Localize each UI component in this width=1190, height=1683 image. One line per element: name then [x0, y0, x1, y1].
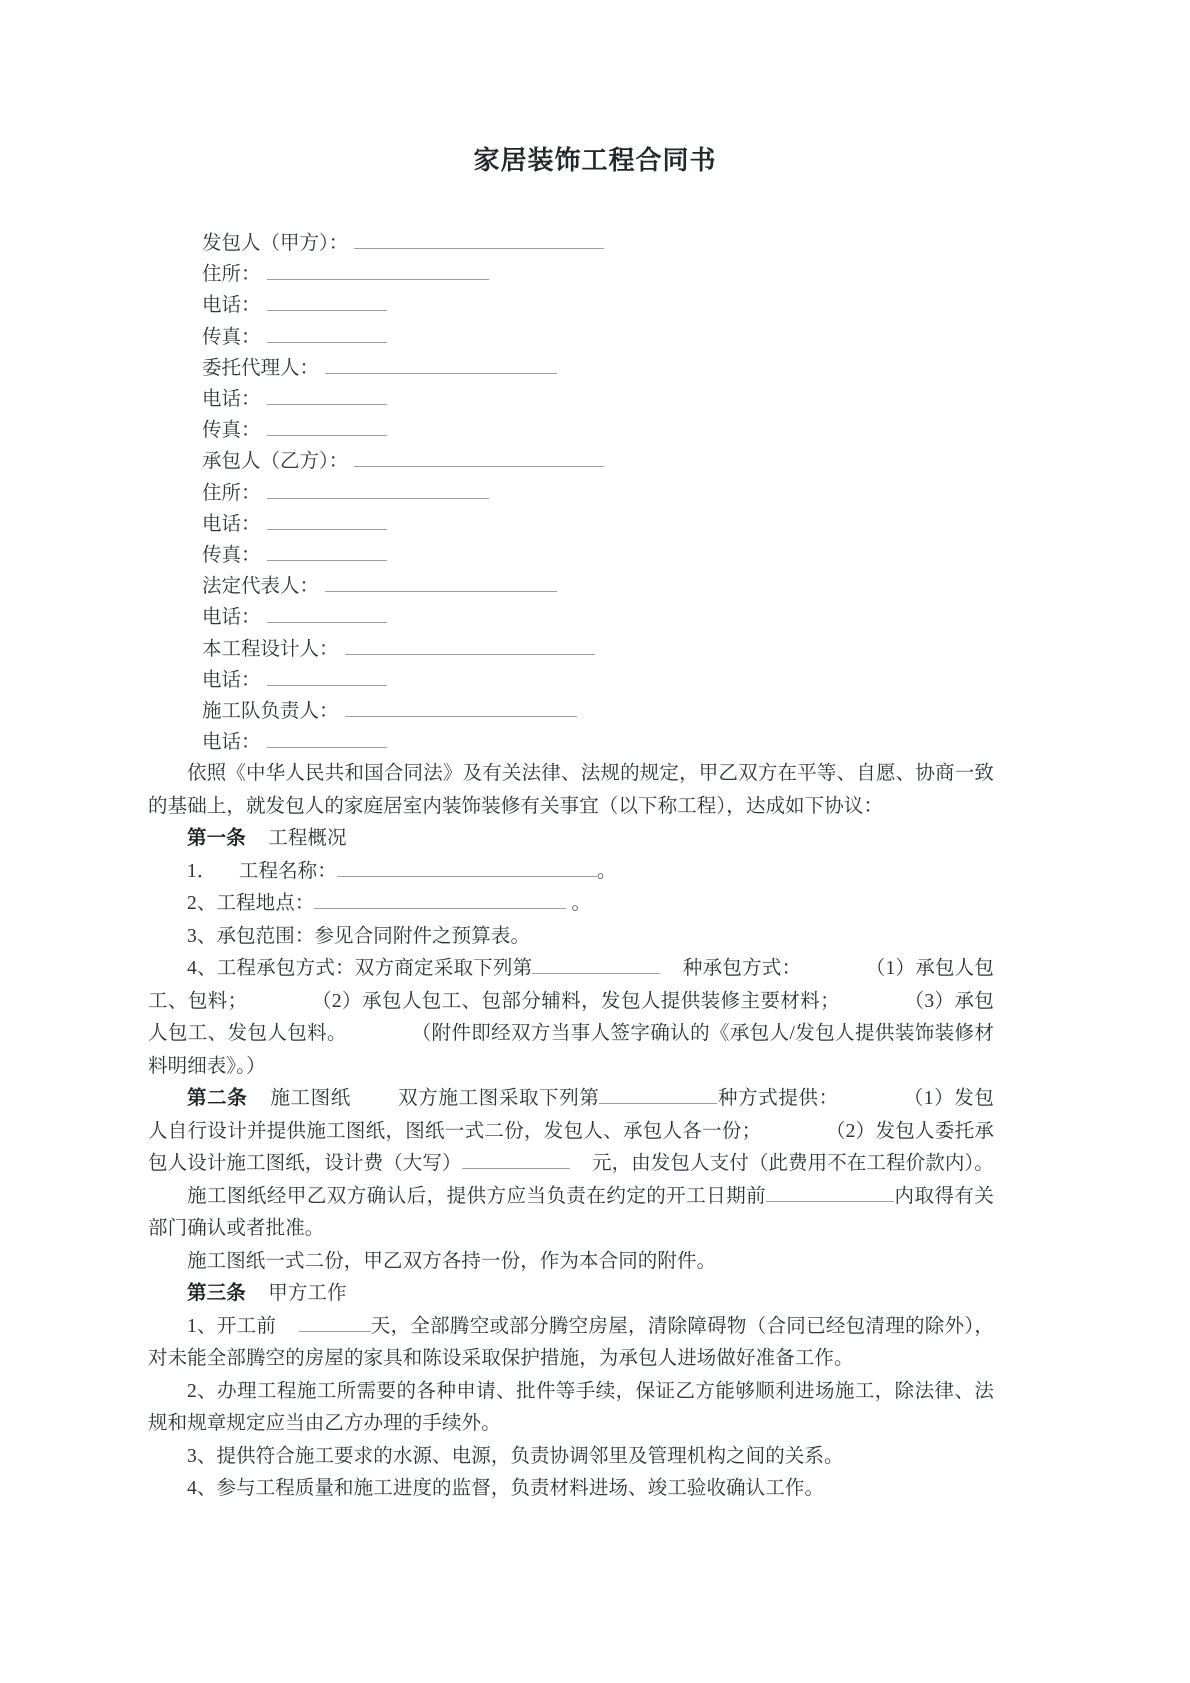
field-row-电话-代理人 [202, 384, 994, 415]
section-3-number: 第三条 [187, 1283, 246, 1305]
blank-设计费大写[interactable] [462, 1150, 570, 1170]
blank-开工前天数[interactable] [299, 1312, 371, 1332]
field-label: 住所： [202, 482, 261, 504]
field-row-委托代理人 [202, 353, 994, 384]
field-label: 电话： [202, 732, 261, 754]
item-4-option-1: （1）承包人包工、包料； [148, 958, 994, 1012]
field-row-住所-乙方 [202, 478, 994, 509]
section-2-option-2-tail: 元，由发包人支付（此费用不在工程价款内）。 [592, 1153, 994, 1175]
section-3-item-2: 2、办理工程施工所需要的各种申请、批件等手续，保证乙方能够顺利进场施工，除法律、法规和规章规定应当由乙方办理的手续外。 [148, 1380, 994, 1435]
item-4-option-3: （3）承包人包工、发包人包料。 [148, 990, 994, 1045]
field-label: 电话： [202, 607, 261, 629]
section-2-lead: 双方施工图采取下列第 [397, 1088, 600, 1110]
field-blank-施工队负责人[interactable] [345, 698, 577, 718]
field-blank-电话-施工队负责人[interactable] [267, 729, 387, 749]
field-blank-法定代表人[interactable] [325, 573, 557, 593]
section-3-title: 甲方工作 [268, 1283, 347, 1305]
field-label: 电话： [202, 295, 261, 317]
blank-承包方式序号[interactable] [532, 955, 660, 975]
item-number: 2、 [187, 893, 217, 915]
field-blank-发包人甲方[interactable] [354, 229, 604, 249]
field-row-施工队负责人 [202, 696, 994, 727]
page-title: 家居装饰工程合同书 [473, 146, 717, 175]
field-label: 住所： [202, 264, 261, 286]
section-2-title: 施工图纸 [269, 1088, 351, 1110]
blank-工程名称[interactable] [337, 857, 597, 877]
field-row-电话-甲方 [202, 290, 994, 321]
item-4-note: （附件即经双方当事人签字确认的《承包人/发包人提供装饰装修材料明细表》。） [148, 1023, 994, 1077]
field-row-承包人乙方 [202, 446, 994, 477]
field-label: 法定代表人： [202, 576, 320, 598]
field-row-住所-甲方 [202, 259, 994, 290]
section-1-item-1 [148, 856, 994, 889]
item-label: 工程名称： [238, 860, 337, 882]
item-suffix: 。 [596, 860, 617, 882]
field-label: 委托代理人： [202, 357, 320, 379]
item-4-lead: 4、工程承包方式：双方商定采取下列第 [187, 958, 533, 980]
field-label: 承包人（乙方）： [202, 451, 349, 473]
field-label: 传真： [202, 545, 261, 567]
field-row-电话-设计人 [202, 665, 994, 696]
item-4-option-2: （2）承包人包工、包部分辅料，发包人提供装修主要材料； [311, 990, 840, 1012]
preamble-paragraph: 依照《中华人民共和国合同法》及有关法律、法规的规定，甲乙双方在平等、自愿、协商一致的基础上，就发包人的家庭居室内装饰装修有关事宜（以下称工程），达成如下协议： [148, 763, 994, 817]
field-blank-电话-乙方[interactable] [267, 510, 387, 530]
item-label: 工程地点： [216, 893, 315, 915]
section-3-item-3: 3、提供符合施工要求的水源、电源，负责协调邻里及管理机构之间的关系。 [187, 1445, 844, 1467]
section-2-paragraph [148, 1083, 994, 1181]
field-blank-住所-甲方[interactable] [267, 261, 489, 281]
field-label: 传真： [202, 420, 261, 442]
section-1-heading [148, 823, 994, 856]
section-1-item-2 [148, 888, 994, 921]
section-1-item-4 [148, 953, 994, 1083]
field-row-发包人甲方 [202, 228, 994, 259]
item-suffix: 。 [571, 893, 592, 915]
field-blank-委托代理人[interactable] [325, 354, 557, 374]
section-2-option-1: （1）发包人自行设计并提供施工图纸，图纸一式二份，发包人、承包人各一份； [148, 1088, 994, 1142]
section-2-option-2-lead: （2）发包人委托承包人设计施工图纸，设计费（大写） [148, 1120, 994, 1175]
field-row-电话-法定代表人 [202, 602, 994, 633]
document-body [148, 228, 994, 1506]
field-label: 电话： [202, 513, 261, 535]
field-label: 发包人（甲方）： [202, 233, 349, 254]
field-row-传真-代理人 [202, 415, 994, 446]
section-3-item-1 [148, 1311, 994, 1376]
section-2-number: 第二条 [187, 1088, 248, 1110]
section-1-title: 工程概况 [268, 828, 347, 850]
blank-取得批准期限[interactable] [766, 1182, 894, 1202]
field-blank-本工程设计人[interactable] [345, 635, 595, 655]
para-tail: 内取得有关部门确认或者批准。 [148, 1185, 994, 1240]
field-row-电话-施工队负责人 [202, 727, 994, 758]
field-label: 电话： [202, 669, 261, 691]
blank-施工图方式序号[interactable] [599, 1085, 717, 1105]
field-row-电话-乙方 [202, 509, 994, 540]
field-blank-电话-法定代表人[interactable] [267, 604, 387, 624]
field-blank-电话-代理人[interactable] [267, 386, 387, 406]
section-3-item-4: 4、参与工程质量和施工进度的监督，负责材料进场、竣工验收确认工作。 [187, 1478, 825, 1500]
field-label: 电话： [202, 389, 261, 411]
field-blank-电话-甲方[interactable] [267, 292, 387, 312]
item-number: 1． [187, 860, 217, 882]
item-4-tail: 种承包方式： [682, 958, 802, 980]
field-row-传真-乙方 [202, 540, 994, 571]
field-blank-传真-甲方[interactable] [267, 323, 387, 343]
field-blank-住所-乙方[interactable] [267, 479, 489, 499]
section-2-lead-tail: 种方式提供： [717, 1088, 839, 1110]
field-row-传真-甲方 [202, 322, 994, 353]
para-lead: 施工图纸经甲乙双方确认后，提供方应当负责在约定的开工日期前 [187, 1185, 767, 1207]
field-label: 施工队负责人： [202, 701, 339, 723]
section-3-heading [148, 1278, 994, 1311]
section-1-item-3: 3、承包范围：参见合同附件之预算表。 [187, 925, 531, 947]
field-label: 传真： [202, 326, 261, 348]
party-information-fields [202, 228, 994, 758]
item-1-tail: 天，全部腾空或部分腾空房屋，清除障碍物（合同已经包清理的除外），对未能全部腾空的房屋的家具和陈设采取保护措施，为承包人进场做好准备工作。 [148, 1315, 994, 1370]
field-blank-承包人乙方[interactable] [354, 448, 604, 468]
item-1-lead: 1、开工前 [187, 1315, 277, 1337]
field-row-法定代表人 [202, 571, 994, 602]
section-2-paragraph-3: 施工图纸一式二份，甲乙双方各持一份，作为本合同的附件。 [187, 1250, 717, 1272]
field-blank-电话-设计人[interactable] [267, 666, 387, 686]
section-1-number: 第一条 [187, 828, 246, 850]
field-blank-传真-乙方[interactable] [267, 542, 387, 562]
section-2-paragraph-2 [148, 1181, 994, 1246]
blank-工程地点[interactable] [314, 890, 566, 910]
field-label: 本工程设计人： [202, 638, 339, 660]
field-row-本工程设计人 [202, 634, 994, 665]
field-blank-传真-代理人[interactable] [267, 417, 387, 437]
